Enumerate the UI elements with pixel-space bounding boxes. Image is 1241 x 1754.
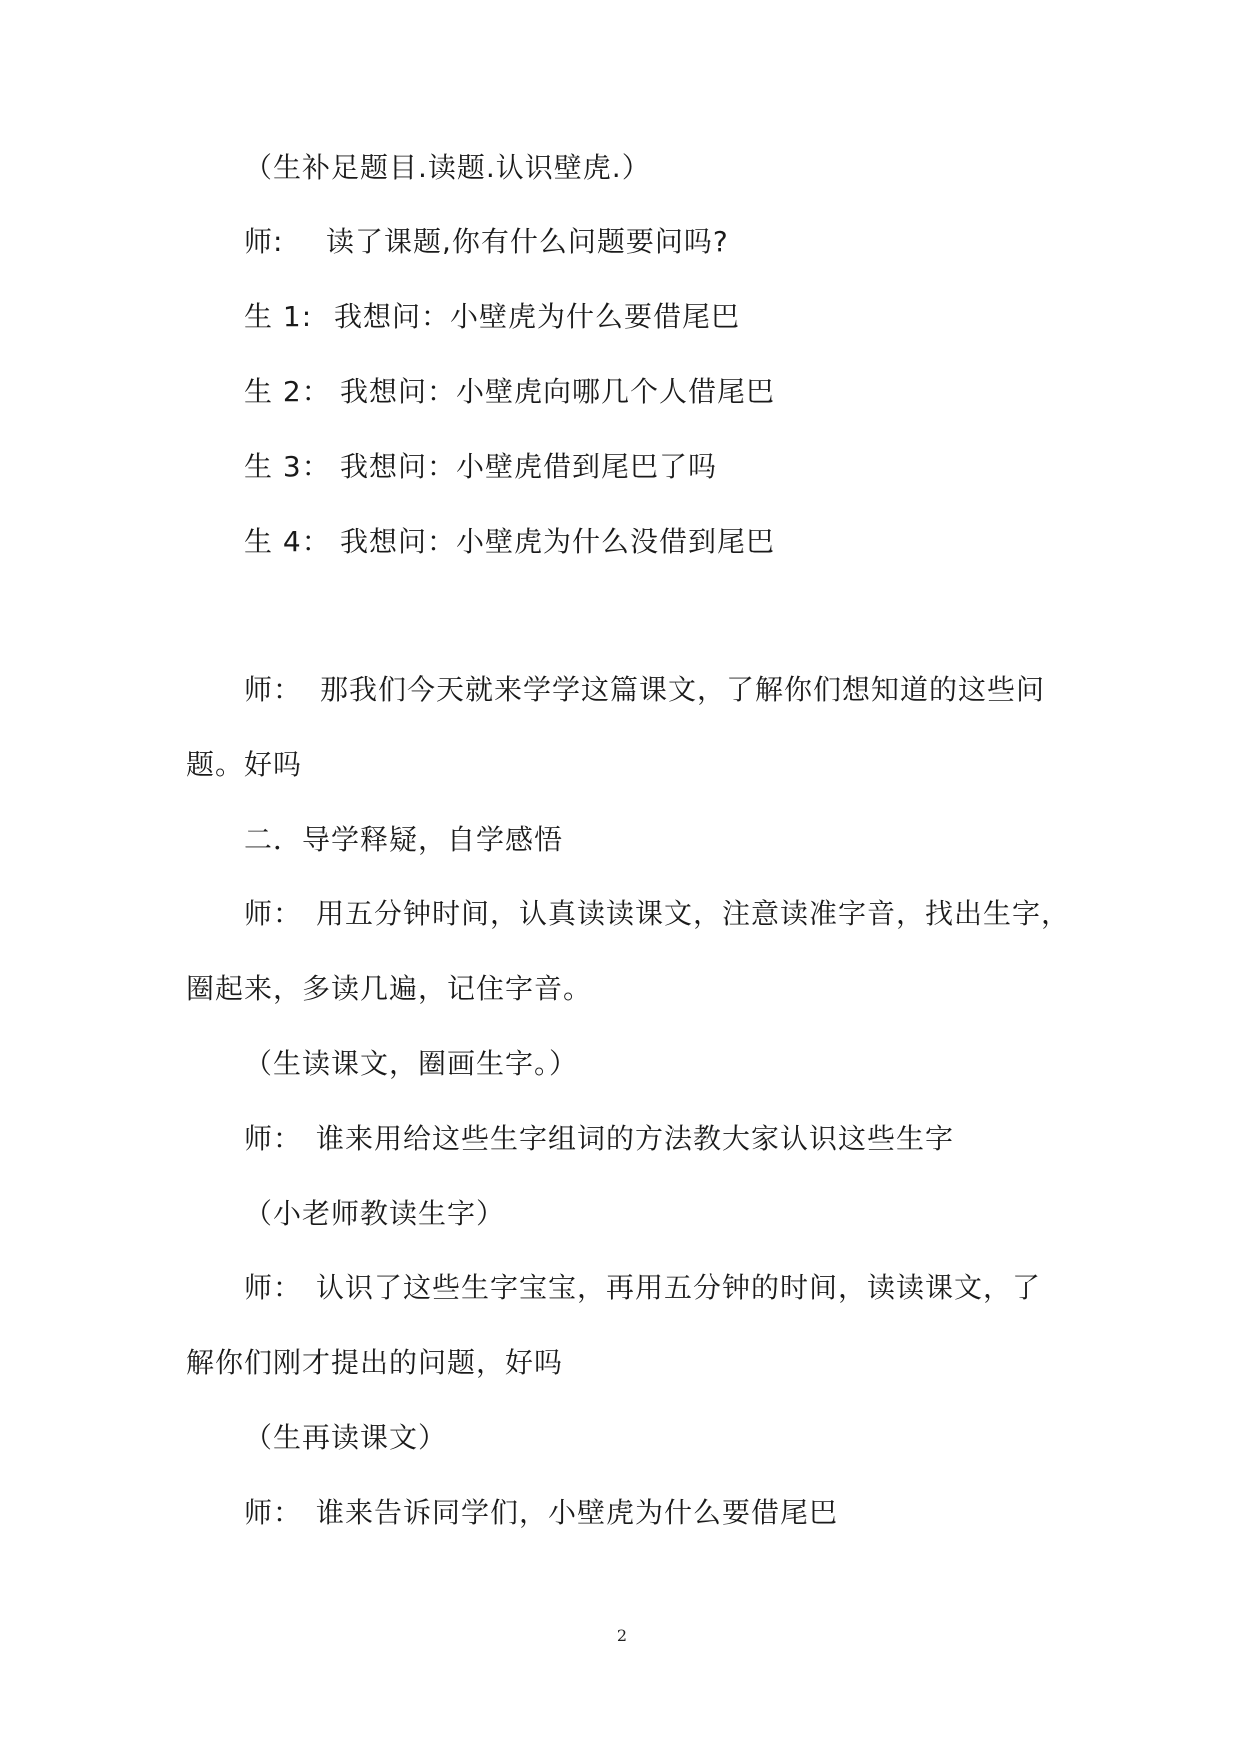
dialogue-line [244, 449, 717, 485]
dialogue-line [244, 1270, 1041, 1306]
speaker-label: 师： [244, 1122, 303, 1155]
speaker-label: 师： [244, 673, 303, 706]
line-text: 我想问：小壁虎借到尾巴了吗 [340, 450, 718, 483]
line-text: （小老师教读生字） [244, 1197, 506, 1230]
line-text: 我想问：小壁虎向哪几个人借尾巴 [340, 375, 776, 408]
line-text: 那我们今天就来学学这篇课文，了解你们想知道的这些问 [320, 673, 1046, 706]
line-text: （生补足题目.读题.认识壁虎.） [244, 151, 651, 184]
text-line [244, 1420, 447, 1456]
text-line [186, 1345, 563, 1381]
text-line [244, 1196, 505, 1232]
section-heading [244, 822, 563, 858]
speaker-label: 师： [244, 897, 303, 930]
text-line [244, 150, 651, 186]
line-text: 二．导学释疑，自学感悟 [244, 823, 564, 856]
line-text: 用五分钟时间，认真读读课文，注意读准字音，找出生字， [316, 897, 1071, 930]
line-text: （生读课文，圈画生字。） [244, 1047, 579, 1080]
dialogue-line [244, 896, 1070, 932]
line-text: 读了课题,你有什么问题要问吗? [326, 225, 729, 258]
text-line [244, 1046, 578, 1082]
dialogue-line [244, 224, 729, 260]
speaker-label: 生 4： [244, 525, 331, 558]
line-text: （生再读课文） [244, 1421, 448, 1454]
line-text: 解你们刚才提出的问题，好吗 [186, 1346, 564, 1379]
speaker-label: 师: [244, 225, 284, 258]
line-text: 我想问：小壁虎为什么要借尾巴 [334, 300, 741, 333]
dialogue-line [244, 299, 740, 335]
speaker-label: 师： [244, 1271, 303, 1304]
dialogue-line [244, 1495, 838, 1531]
line-text: 我想问：小壁虎为什么没借到尾巴 [340, 525, 776, 558]
speaker-label: 师： [244, 1496, 303, 1529]
line-text: 谁来告诉同学们，小壁虎为什么要借尾巴 [316, 1496, 839, 1529]
dialogue-line [244, 374, 775, 410]
speaker-label: 生 1: [244, 300, 313, 333]
line-text: 认识了这些生字宝宝，再用五分钟的时间，读读课文，了 [316, 1271, 1042, 1304]
dialogue-line [244, 1121, 954, 1157]
dialogue-line [244, 524, 775, 560]
text-line [186, 747, 302, 783]
line-text: 谁来用给这些生字组词的方法教大家认识这些生字 [316, 1122, 955, 1155]
line-text: 圈起来，多读几遍，记住字音。 [186, 972, 593, 1005]
speaker-label: 生 2： [244, 375, 331, 408]
page-number: 2 [616, 1626, 628, 1645]
text-line [186, 971, 592, 1007]
speaker-label: 生 3： [244, 450, 331, 483]
dialogue-line [244, 672, 1045, 708]
line-text: 题。好吗 [186, 748, 303, 781]
